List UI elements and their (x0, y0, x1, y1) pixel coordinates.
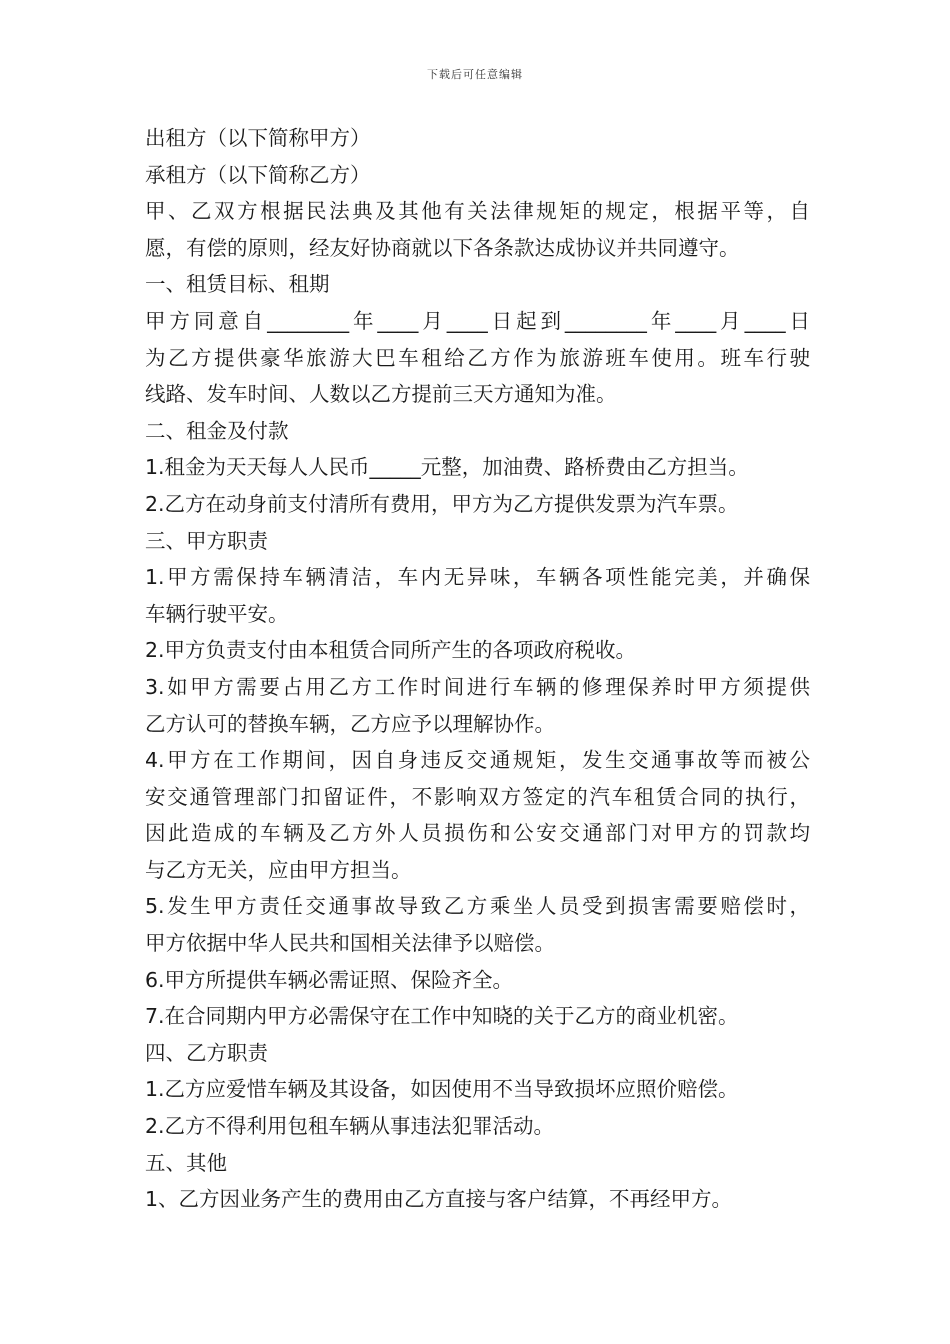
text-line: 1.乙方应爱惜车辆及其设备，如因使用不当导致损坏应照价赔偿。 (145, 1077, 739, 1102)
text-line: 6.甲方所提供车辆必需证照、保险齐全。 (145, 967, 514, 992)
text-line: 4.甲方在工作期间，因自身违反交通规矩，发生交通事故等而被公 (145, 748, 810, 773)
text-line: 3.如甲方需要占用乙方工作时间进行车辆的修理保养时甲方须提供 (145, 674, 810, 699)
text-line: 5.发生甲方责任交通事故导致乙方乘坐人员受到损害需要赔偿时， (145, 894, 810, 919)
text-line: 7.在合同期内甲方必需保守在工作中知晓的关于乙方的商业机密。 (145, 1004, 739, 1029)
text-line: 2.乙方在动身前支付清所有费用，甲方为乙方提供发票为汽车票。 (145, 491, 739, 516)
text-line: 1.租金为天天每人人民币_____元整，加油费、路桥费由乙方担当。 (145, 455, 749, 480)
text-line: 安交通管理部门扣留证件，不影响双方签定的汽车租赁合同的执行， (145, 784, 810, 809)
text-line: 因此造成的车辆及乙方外人员损伤和公安交通部门对甲方的罚款均 (145, 821, 810, 846)
text-line: 四、乙方职责 (145, 1040, 268, 1065)
text-line: 车辆行驶平安。 (145, 601, 289, 626)
text-line: 承租方（以下简称乙方） (145, 162, 371, 187)
text-line: 愿，有偿的原则，经友好协商就以下各条款达成协议并共同遵守。 (145, 235, 740, 260)
document-body (145, 120, 810, 1218)
text-line: 一、租赁目标、租期 (145, 272, 330, 297)
text-line: 为乙方提供豪华旅游大巴车租给乙方作为旅游班车使用。班车行驶 (145, 345, 810, 370)
text-line: 二、租金及付款 (145, 418, 289, 443)
text-line: 甲方依据中华人民共和国相关法律予以赔偿。 (145, 931, 555, 956)
header-note: 下载后可任意编辑 (427, 68, 523, 81)
text-line: 2.甲方负责支付由本租赁合同所产生的各项政府税收。 (145, 638, 637, 663)
text-line: 线路、发车时间、人数以乙方提前三天方通知为准。 (145, 382, 617, 407)
text-line: 1.甲方需保持车辆清洁，车内无异味，车辆各项性能完美，并确保 (145, 565, 810, 590)
text-line: 甲、乙双方根据民法典及其他有关法律规矩的规定，根据平等，自 (145, 199, 810, 224)
text-line: 甲方同意自________年____月____日起到________年____月____日 (145, 308, 810, 333)
text-line: 与乙方无关，应由甲方担当。 (145, 857, 412, 882)
text-line: 1、乙方因业务产生的费用由乙方直接与客户结算，不再经甲方。 (145, 1187, 733, 1212)
text-line: 出租方（以下简称甲方） (145, 126, 371, 150)
text-line: 三、甲方职责 (145, 528, 268, 553)
text-line: 2.乙方不得利用包租车辆从事违法犯罪活动。 (145, 1114, 555, 1139)
text-line: 五、其他 (145, 1150, 227, 1175)
text-line: 乙方认可的替换车辆，乙方应予以理解协作。 (145, 711, 555, 736)
